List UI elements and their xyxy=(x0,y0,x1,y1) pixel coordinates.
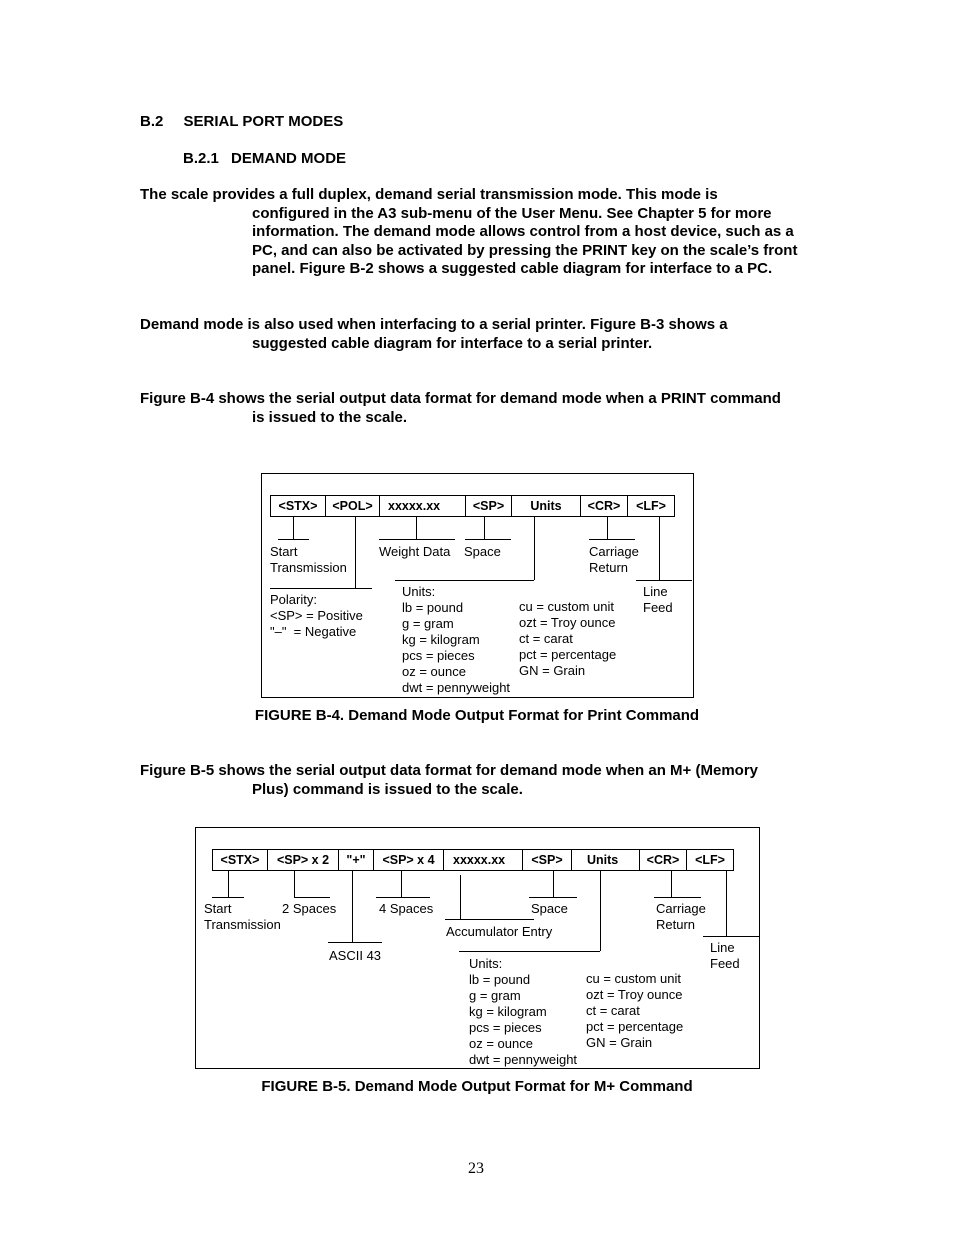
paragraph-4-first-line: Figure B-5 shows the serial output data format for demand mode when an M+ (Memory xyxy=(140,762,758,779)
figure-b5 xyxy=(195,827,760,1069)
connector xyxy=(416,517,417,539)
connector xyxy=(460,875,461,919)
label-space: Space xyxy=(464,544,501,559)
connector xyxy=(726,871,727,936)
paragraph-2 xyxy=(140,316,820,353)
connector xyxy=(294,871,295,897)
label-units-right: cu = custom unit ozt = Troy ounce ct = carat pct = percentage GN = Grain xyxy=(586,971,684,1050)
cell-plus: "+" xyxy=(338,849,374,871)
connector xyxy=(600,871,601,951)
connector xyxy=(636,580,692,581)
section-heading xyxy=(140,113,343,130)
label-accumulator-entry: Accumulator Entry xyxy=(446,924,553,939)
connector xyxy=(376,897,430,898)
cell-sp-x4: <SP> x 4 xyxy=(373,849,444,871)
paragraph-1-body: configured in the A3 sub-menu of the User Menu. See Chapter 5 for more information. The demand mode allows control from a host device, such as a PC, and can also be activated by pressing the PRINT key on the scale’s front panel. Figure B-2 shows a suggested cable diagram for interface to a PC. xyxy=(252,204,798,277)
connector xyxy=(659,517,660,580)
cell-cr: <CR> xyxy=(639,849,687,871)
cell-lf: <LF> xyxy=(627,495,675,517)
cell-sp: <SP> xyxy=(522,849,572,871)
connector xyxy=(589,539,635,540)
cell-lf: <LF> xyxy=(686,849,734,871)
cell-stx: <STX> xyxy=(212,849,268,871)
figure-b4-caption: FIGURE B-4. Demand Mode Output Format for Print Command xyxy=(254,707,700,724)
cell-sp: <SP> xyxy=(465,495,512,517)
label-weight-data: Weight Data xyxy=(379,544,451,559)
cell-stx: <STX> xyxy=(270,495,326,517)
paragraph-1-first-line: The scale provides a full duplex, demand serial transmission mode. This mode is xyxy=(140,186,718,203)
label-carriage-return: Carriage Return xyxy=(589,544,639,575)
figure-b4 xyxy=(261,473,694,698)
paragraph-4 xyxy=(140,762,830,799)
section-number: B.2 xyxy=(140,113,164,130)
paragraph-2-body: suggested cable diagram for interface to a serial printer. xyxy=(252,334,653,352)
subsection-heading xyxy=(183,150,346,167)
connector xyxy=(278,539,309,540)
connector xyxy=(465,539,511,540)
paragraph-2-first-line: Demand mode is also used when interfacing to a serial printer. Figure B-3 shows a xyxy=(140,316,728,333)
figure-b5-caption: FIGURE B-5. Demand Mode Output Format for M+ Command xyxy=(261,1078,693,1095)
label-start-transmission: Start Transmission xyxy=(270,544,347,575)
connector xyxy=(352,871,353,942)
label-line-feed: Line Feed xyxy=(643,584,673,615)
connector xyxy=(328,942,382,943)
connector xyxy=(459,951,600,952)
subsection-title: DEMAND MODE xyxy=(231,150,347,167)
connector xyxy=(212,897,244,898)
subsection-number: B.2.1 xyxy=(183,150,219,167)
paragraph-3-body: is issued to the scale. xyxy=(252,408,408,426)
label-polarity: Polarity: <SP> = Positive "–" = Negative xyxy=(270,592,363,639)
label-ascii-43: ASCII 43 xyxy=(329,948,382,963)
connector xyxy=(607,517,608,539)
connector xyxy=(534,517,535,580)
connector xyxy=(654,897,701,898)
connector xyxy=(355,517,356,588)
connector xyxy=(529,897,577,898)
cell-units: Units xyxy=(511,495,581,517)
connector xyxy=(671,871,672,897)
paragraph-3 xyxy=(140,390,830,427)
cell-sp-x2: <SP> x 2 xyxy=(267,849,339,871)
cell-weight: xxxxx.xx xyxy=(379,495,466,517)
connector xyxy=(294,897,330,898)
paragraph-4-body: Plus) command is issued to the scale. xyxy=(252,780,523,798)
label-start-transmission: Start Transmission xyxy=(204,901,281,932)
label-carriage-return: Carriage Return xyxy=(656,901,706,932)
paragraph-3-first-line: Figure B-4 shows the serial output data format for demand mode when a PRINT command xyxy=(140,390,781,407)
cell-units: Units xyxy=(571,849,640,871)
connector xyxy=(379,539,455,540)
connector xyxy=(484,517,485,539)
label-line-feed: Line Feed xyxy=(710,940,740,971)
connector xyxy=(293,517,294,539)
page-number: 23 xyxy=(468,1160,484,1177)
label-units-right: cu = custom unit ozt = Troy ounce ct = carat pct = percentage GN = Grain xyxy=(519,599,617,678)
label-units-left: Units: lb = pound g = gram kg = kilogram pcs = pieces oz = ounce dwt = pennyweight xyxy=(402,584,511,695)
connector xyxy=(445,919,534,920)
label-4-spaces: 4 Spaces xyxy=(379,901,434,916)
label-2-spaces: 2 Spaces xyxy=(282,901,337,916)
section-title: SERIAL PORT MODES xyxy=(183,113,344,130)
cell-weight: xxxxx.xx xyxy=(443,849,523,871)
connector xyxy=(401,871,402,897)
connector xyxy=(228,871,229,897)
connector xyxy=(553,871,554,897)
connector xyxy=(395,580,534,581)
paragraph-1 xyxy=(140,186,820,279)
connector xyxy=(703,936,759,937)
cell-cr: <CR> xyxy=(580,495,628,517)
cell-pol: <POL> xyxy=(325,495,380,517)
connector xyxy=(270,588,372,589)
label-units-left: Units: lb = pound g = gram kg = kilogram pcs = pieces oz = ounce dwt = pennyweight xyxy=(469,956,578,1067)
label-space: Space xyxy=(531,901,568,916)
